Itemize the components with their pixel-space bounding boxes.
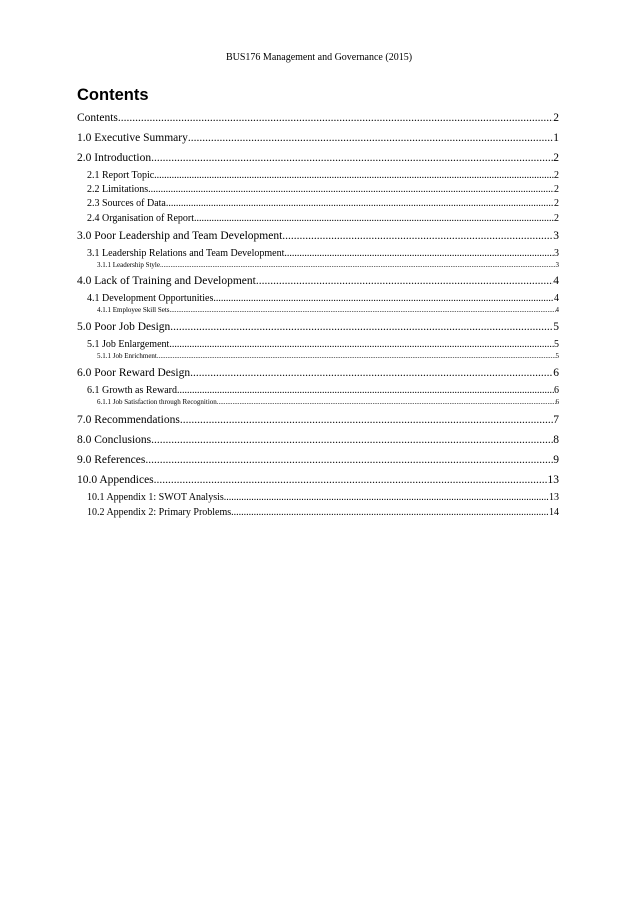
toc-entry-label: 3.0 Poor Leadership and Team Development [77,230,283,242]
toc-entry-employee-skill-sets[interactable] [97,306,559,315]
toc-entry-development-opportunities[interactable] [87,293,559,305]
toc-entry-poor-leadership[interactable] [77,229,559,243]
toc-page-number: 13 [549,492,559,503]
toc-leader-dots [284,248,554,260]
toc-leader-dots [224,492,549,504]
toc-leader-dots [194,213,554,225]
toc-page-number: 2 [554,213,559,224]
toc-entry-introduction[interactable] [77,151,559,165]
toc-entry-organisation-of-report[interactable] [87,213,559,225]
toc-leader-dots [160,261,556,270]
toc-page-number: 6 [554,385,559,396]
toc-entry-growth-as-reward[interactable] [87,385,559,397]
toc-page-number: 3 [555,261,559,269]
toc-entry-label: 3.1 Leadership Relations and Team Development [87,248,285,259]
toc-page-number: 4 [554,293,559,304]
toc-page-number: 2 [553,112,559,124]
toc-page-number: 4 [553,275,559,287]
toc-entry-label: 4.1 Development Opportunities [87,293,214,304]
toc-page-number: 6 [553,367,559,379]
toc-entry-poor-reward-design[interactable] [77,366,559,380]
toc-page-number: 1 [553,132,559,144]
toc-entry-leadership-style[interactable] [97,261,559,270]
toc-page-number: 5 [554,339,559,350]
toc-leader-dots [170,320,553,334]
toc-entry-label: 1.0 Executive Summary [77,132,188,144]
toc-entry-label: Contents [77,112,118,124]
toc-leader-dots [145,453,553,467]
toc-entry-report-topic[interactable] [87,170,559,182]
toc-leader-dots [154,170,554,182]
toc-entry-job-enrichment[interactable] [97,352,559,361]
toc-leader-dots [151,151,553,165]
toc-page-number: 4 [555,306,559,314]
toc-entry-label: 10.0 Appendices [77,474,154,486]
page-title: Contents [77,86,149,104]
toc-page-number: 2 [554,184,559,195]
toc-entry-label: 2.4 Organisation of Report [87,213,195,224]
toc-entry-label: 10.2 Appendix 2: Primary Problems [87,507,232,518]
toc-entry-label: 9.0 References [77,454,146,466]
toc-entry-recommendations[interactable] [77,413,559,427]
toc-leader-dots [190,366,553,380]
toc-entry-label: 2.1 Report Topic [87,170,155,181]
toc-page-number: 13 [547,474,559,486]
toc-entry-label: 6.0 Poor Reward Design [77,367,191,379]
toc-leader-dots [188,131,553,145]
toc-entry-lack-of-training[interactable] [77,274,559,288]
toc-page-number: 3 [553,230,559,242]
toc-entry-poor-job-design[interactable] [77,320,559,334]
toc-entry-label: 2.2 Limitations [87,184,149,195]
toc-leader-dots [213,293,554,305]
toc-entry-label: 8.0 Conclusions [77,434,152,446]
toc-page-number: 14 [549,507,559,518]
toc-entry-label: 5.1 Job Enlargement [87,339,170,350]
toc-page-number: 2 [553,152,559,164]
toc-entry-contents[interactable] [77,111,559,125]
toc-entry-label: 2.3 Sources of Data [87,198,166,209]
toc-page-number: 7 [553,414,559,426]
toc-leader-dots [282,229,553,243]
toc-leader-dots [118,111,553,125]
toc-entry-label: 6.1.1 Job Satisfaction through Recognition [97,398,217,406]
toc-page-number: 9 [553,454,559,466]
toc-leader-dots [177,385,554,397]
toc-leader-dots [180,413,553,427]
toc-leader-dots [151,433,553,447]
toc-entry-label: 4.0 Lack of Training and Development [77,275,256,287]
toc-leader-dots [169,339,554,351]
toc-entry-label: 6.1 Growth as Reward [87,385,177,396]
toc-entry-appendix-primary-problems[interactable] [87,507,559,519]
toc-entry-label: 5.0 Poor Job Design [77,321,171,333]
toc-page-number: 5 [553,321,559,333]
toc-leader-dots [256,274,553,288]
toc-entry-label: 10.1 Appendix 1: SWOT Analysis [87,492,224,503]
toc-leader-dots [166,198,554,210]
toc-entry-appendix-swot[interactable] [87,492,559,504]
toc-leader-dots [217,398,556,407]
toc-page-number: 5 [555,352,559,360]
toc-entry-appendices[interactable] [77,473,559,487]
toc-entry-executive-summary[interactable] [77,131,559,145]
toc-page-number: 2 [554,198,559,209]
toc-page-number: 2 [554,170,559,181]
toc-leader-dots [148,184,554,196]
toc-entry-sources-of-data[interactable] [87,198,559,210]
toc-entry-conclusions[interactable] [77,433,559,447]
toc-entry-label: 2.0 Introduction [77,152,152,164]
toc-leader-dots [170,306,556,315]
toc-page-number: 3 [554,248,559,259]
toc-entry-references[interactable] [77,453,559,467]
toc-entry-limitations[interactable] [87,184,559,196]
toc-entry-label: 4.1.1 Employee Skill Sets [97,306,170,314]
toc-page-number: 8 [553,434,559,446]
running-header: BUS176 Management and Governance (2015) [225,52,413,63]
toc-leader-dots [231,507,549,519]
toc-entry-leadership-relations[interactable] [87,248,559,260]
toc-page-number: 6 [555,398,559,406]
toc-leader-dots [154,473,548,487]
toc-entry-label: 3.1.1 Leadership Style [97,261,160,269]
toc-entry-job-satisfaction[interactable] [97,398,559,407]
toc-leader-dots [157,352,556,361]
toc-entry-job-enlargement[interactable] [87,339,559,351]
toc-entry-label: 5.1.1 Job Enrichment [97,352,157,360]
toc-entry-label: 7.0 Recommendations [77,414,180,426]
